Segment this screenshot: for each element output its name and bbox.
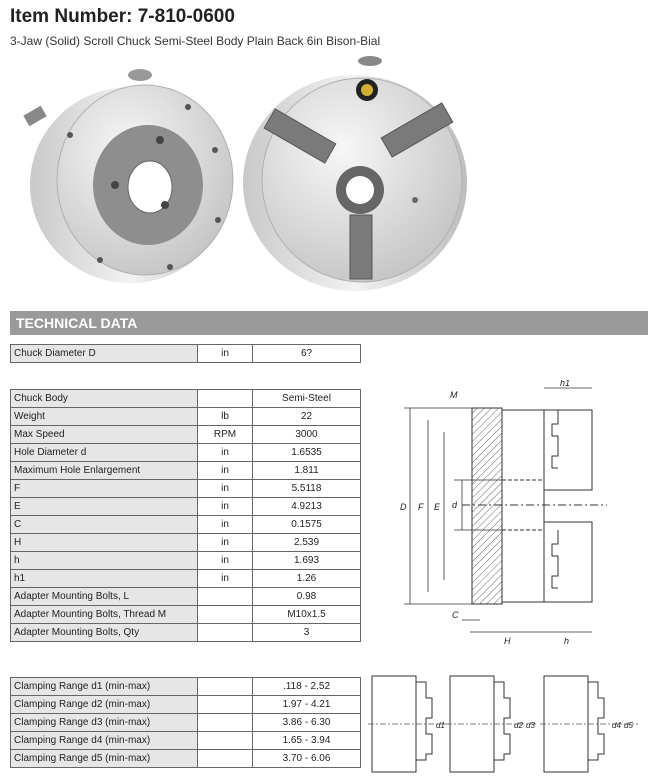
diameter-table	[10, 344, 361, 363]
spec-row	[11, 750, 361, 768]
label-d: d	[452, 500, 458, 510]
spec-row	[11, 570, 361, 588]
spec-unit: in	[198, 444, 253, 462]
spec-label: Hole Diameter d	[11, 444, 198, 462]
label-C: C	[452, 610, 459, 620]
spec-value: 1.97 - 4.21	[253, 696, 361, 714]
spec-unit	[198, 750, 253, 768]
spec-label: Clamping Range d1 (min-max)	[11, 678, 198, 696]
spec-row	[11, 534, 361, 552]
spec-label: H	[11, 534, 198, 552]
label-d1: d1	[436, 721, 445, 730]
spec-label: C	[11, 516, 198, 534]
spec-unit	[198, 588, 253, 606]
spec-value: 1.693	[253, 552, 361, 570]
spec-value: 22	[253, 408, 361, 426]
chuck-front-photo	[243, 56, 467, 291]
spec-row	[11, 624, 361, 642]
spec-unit: in	[198, 516, 253, 534]
spec-unit	[198, 624, 253, 642]
spec-label: Weight	[11, 408, 198, 426]
spec-row	[11, 480, 361, 498]
label-h: h	[564, 636, 570, 646]
label-d3: d3	[526, 721, 535, 730]
spec-label: Adapter Mounting Bolts, Qty	[11, 624, 198, 642]
spec-row	[11, 552, 361, 570]
spec-value: Semi-Steel	[253, 390, 361, 408]
spec-unit: in	[198, 552, 253, 570]
spec-label: Adapter Mounting Bolts, L	[11, 588, 198, 606]
product-description: 3-Jaw (Solid) Scroll Chuck Semi-Steel Body Plain Back 6in Bison-Bial	[10, 34, 381, 48]
spec-unit: RPM	[198, 426, 253, 444]
spec-value: .118 - 2.52	[253, 678, 361, 696]
spec-label: Chuck Diameter D	[11, 345, 198, 363]
spec-unit	[198, 732, 253, 750]
spec-value: 5.5118	[253, 480, 361, 498]
label-F: F	[418, 502, 424, 512]
spec-value: 1.6535	[253, 444, 361, 462]
spec-label: Clamping Range d4 (min-max)	[11, 732, 198, 750]
spec-label: Clamping Range d5 (min-max)	[11, 750, 198, 768]
spec-label: Adapter Mounting Bolts, Thread M	[11, 606, 198, 624]
spec-label: Maximum Hole Enlargement	[11, 462, 198, 480]
spec-value: 1.26	[253, 570, 361, 588]
chuck-back-photo	[23, 69, 233, 283]
label-d5: d5	[624, 721, 633, 730]
spec-value: 0.98	[253, 588, 361, 606]
spec-row	[11, 696, 361, 714]
spec-row	[11, 516, 361, 534]
label-h1: h1	[560, 380, 571, 388]
spec-row	[11, 588, 361, 606]
spec-label: Clamping Range d3 (min-max)	[11, 714, 198, 732]
technical-data-header: TECHNICAL DATA	[10, 311, 648, 335]
label-D: D	[400, 502, 407, 512]
spec-value: 3.70 - 6.06	[253, 750, 361, 768]
spec-row	[11, 408, 361, 426]
spec-unit: in	[198, 345, 253, 363]
spec-unit	[198, 390, 253, 408]
spec-value: 4.9213	[253, 498, 361, 516]
spec-unit: in	[198, 570, 253, 588]
label-E: E	[434, 502, 441, 512]
spec-label: Chuck Body	[11, 390, 198, 408]
spec-value: M10x1.5	[253, 606, 361, 624]
label-M: M	[450, 390, 458, 400]
spec-row	[11, 462, 361, 480]
spec-value: 6?	[253, 345, 361, 363]
spec-row	[11, 678, 361, 696]
spec-unit: in	[198, 534, 253, 552]
spec-unit: in	[198, 498, 253, 516]
label-d4: d4	[612, 721, 621, 730]
spec-label: Max Speed	[11, 426, 198, 444]
spec-value: 3000	[253, 426, 361, 444]
clamping-range-table	[10, 677, 361, 768]
spec-value: 1.65 - 3.94	[253, 732, 361, 750]
spec-unit	[198, 696, 253, 714]
clamping-range-drawings	[368, 670, 642, 778]
spec-label: F	[11, 480, 198, 498]
spec-unit	[198, 606, 253, 624]
spec-row	[11, 345, 361, 363]
chuck-dimension-drawing	[392, 380, 642, 648]
spec-row	[11, 390, 361, 408]
spec-row	[11, 732, 361, 750]
specifications-table	[10, 389, 361, 642]
spec-row	[11, 714, 361, 732]
spec-label: Clamping Range d2 (min-max)	[11, 696, 198, 714]
spec-value: 0.1575	[253, 516, 361, 534]
label-d2: d2	[514, 721, 523, 730]
spec-row	[11, 498, 361, 516]
spec-row	[11, 606, 361, 624]
spec-unit	[198, 678, 253, 696]
spec-label: h1	[11, 570, 198, 588]
spec-label: h	[11, 552, 198, 570]
spec-value: 2.539	[253, 534, 361, 552]
product-photos	[10, 55, 470, 295]
spec-value: 3.86 - 6.30	[253, 714, 361, 732]
spec-row	[11, 426, 361, 444]
spec-unit: in	[198, 480, 253, 498]
spec-unit: in	[198, 462, 253, 480]
spec-unit: lb	[198, 408, 253, 426]
spec-value: 3	[253, 624, 361, 642]
label-H: H	[504, 636, 511, 646]
spec-label: E	[11, 498, 198, 516]
spec-value: 1.811	[253, 462, 361, 480]
spec-row	[11, 444, 361, 462]
item-number-title: Item Number: 7-810-0600	[10, 6, 235, 27]
spec-unit	[198, 714, 253, 732]
